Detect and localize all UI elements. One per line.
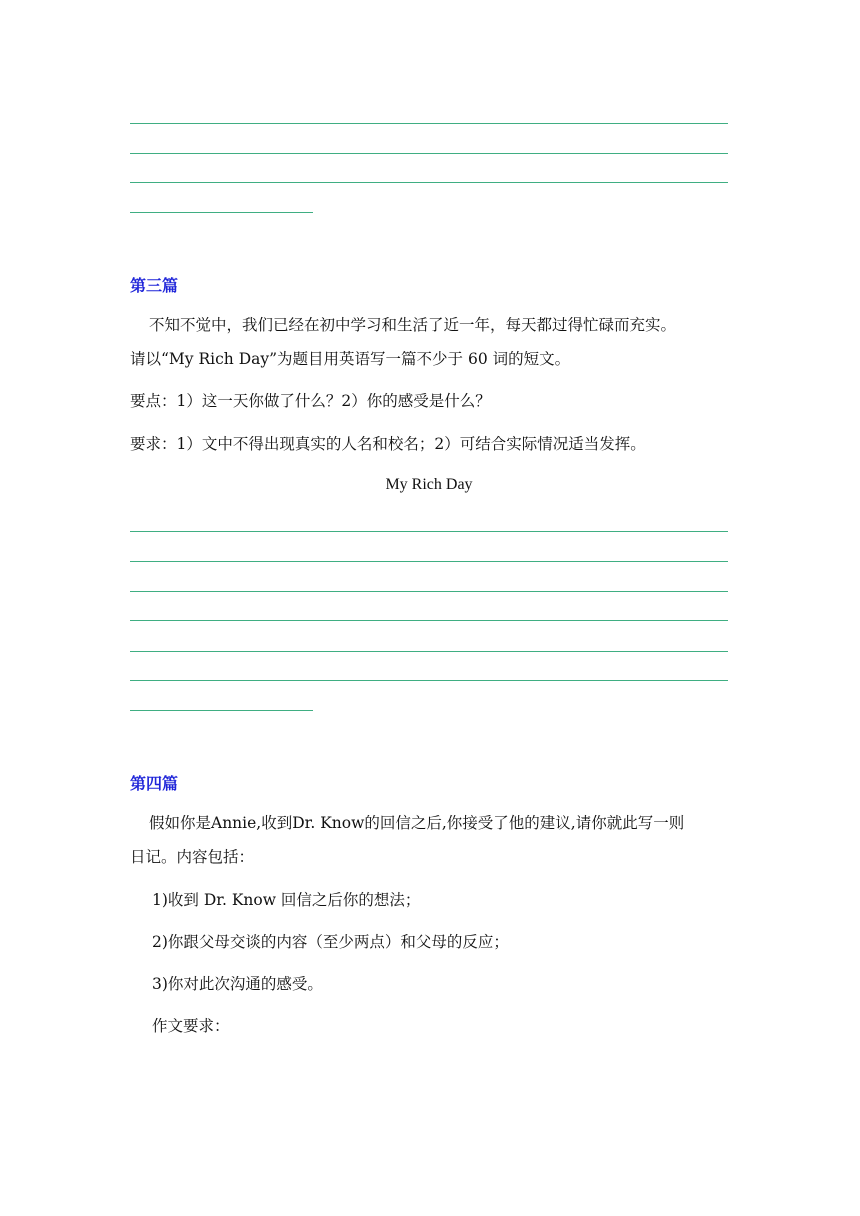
writing-line [130, 212, 313, 213]
writing-line [130, 561, 728, 562]
essay-title: My Rich Day [385, 476, 473, 493]
section3-paragraph-line1: 不知不觉中，我们已经在初中学习和生活了近一年，每天都过得忙碌而充实。 [149, 316, 677, 334]
section4-paragraph-line2: 日记。内容包括： [130, 848, 255, 866]
section3-heading: 第三篇 [130, 276, 179, 295]
section3-points: 要点：1）这一天你做了什么？2）你的感受是什么？ [130, 392, 491, 410]
writing-line [130, 182, 728, 183]
writing-line [130, 710, 313, 711]
section4-item-3: 3)你对此次沟通的感受。 [152, 975, 323, 993]
writing-line [130, 651, 728, 652]
section4-item-2: 2)你跟父母交谈的内容（至少两点）和父母的反应； [152, 933, 509, 951]
section4-item-1: 1)收到 Dr. Know 回信之后你的想法； [152, 891, 421, 909]
section4-requirements-label: 作文要求： [152, 1017, 230, 1035]
writing-line [130, 591, 728, 592]
section3-requirements: 要求：1）文中不得出现真实的人名和校名；2）可结合实际情况适当发挥。 [130, 435, 646, 453]
writing-line [130, 620, 728, 621]
section3-paragraph-line2: 请以“My Rich Day”为题目用英语写一篇不少于 60 词的短文。 [130, 350, 571, 368]
section4-heading: 第四篇 [130, 774, 179, 793]
writing-line [130, 680, 728, 681]
writing-line [130, 531, 728, 532]
writing-line [130, 153, 728, 154]
section4-paragraph-line1: 假如你是Annie,收到Dr. Know的回信之后,你接受了他的建议,请你就此写一则 [149, 814, 685, 832]
writing-line [130, 123, 728, 124]
